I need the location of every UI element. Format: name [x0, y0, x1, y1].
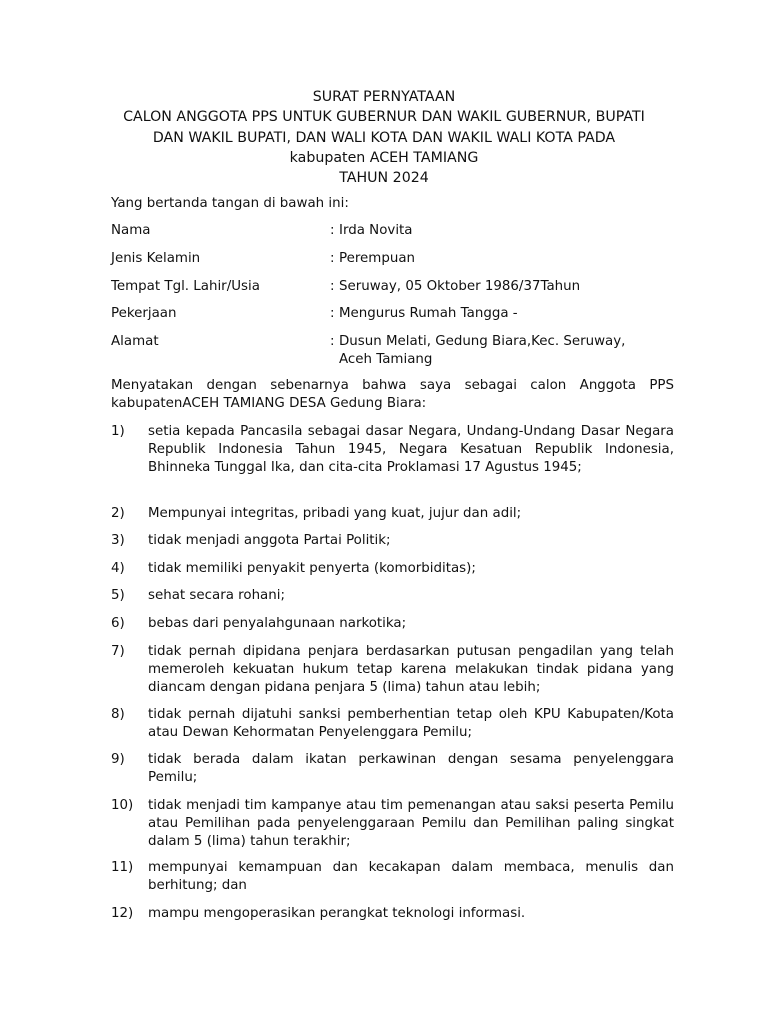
list-item-number: 9) [111, 752, 125, 767]
field-label: Jenis Kelamin [111, 251, 201, 266]
list-item-text: tidak pernah dijatuhi sanksi pemberhentian tetap oleh KPU Kabupaten/Kota atau Dewan Kehormatan Penyelenggara Pemilu; [148, 707, 674, 740]
list-item-text: mempunyai kemampuan dan kecakapan dalam membaca, menulis dan berhitung; dan [148, 860, 674, 893]
field-label: Tempat Tgl. Lahir/Usia [111, 279, 260, 294]
list-item-number: 5) [111, 588, 125, 603]
list-item-text: mampu mengoperasikan perangkat teknologi informasi. [148, 906, 526, 921]
field-value [330, 250, 660, 268]
title-line: CALON ANGGOTA PPS UNTUK GUBERNUR DAN WAKIL GUBERNUR, BUPATI [123, 109, 645, 126]
field-colon: : [330, 279, 335, 294]
list-item-text: Mempunyai integritas, pribadi yang kuat, jujur dan adil; [148, 506, 522, 521]
list-item-text: tidak berada dalam ikatan perkawinan dengan sesama penyelenggara Pemilu; [148, 752, 674, 785]
field-value-text: Perempuan [339, 251, 416, 266]
intro-text: Yang bertanda tangan di bawah ini: [111, 196, 349, 211]
list-item-number: 8) [111, 707, 125, 722]
list-item-number: 1) [111, 424, 125, 439]
field-value-text: Mengurus Rumah Tangga - [339, 306, 518, 321]
list-item-number: 7) [111, 644, 125, 659]
field-value-text: Dusun Melati, Gedung Biara,Kec. Seruway, [339, 334, 626, 349]
list-item-number: 4) [111, 561, 125, 576]
field-label: Alamat [111, 334, 159, 349]
field-colon: : [330, 223, 335, 238]
list-item-number: 2) [111, 506, 125, 521]
list-item-number: 6) [111, 616, 125, 631]
field-value-continuation: Aceh Tamiang [339, 351, 433, 367]
list-item-text: tidak pernah dipidana penjara berdasarkan putusan pengadilan yang telah memeroleh kekuatan hukum tetap karena melakukan tindak pidana yang diancam dengan pidana penjara 5 (lima) tahun atau lebih; [148, 644, 674, 695]
document-title [60, 87, 708, 188]
field-colon: : [330, 306, 335, 321]
field-label: Pekerjaan [111, 306, 177, 321]
field-value [330, 222, 660, 240]
title-line: DAN WAKIL BUPATI, DAN WALI KOTA DAN WAKIL WALI KOTA PADA [152, 129, 616, 146]
field-value-text: Seruway, 05 Oktober 1986/37Tahun [339, 279, 581, 294]
field-value [330, 278, 660, 296]
title-line: TAHUN 2024 [339, 170, 429, 187]
list-item-number: 10) [111, 798, 134, 813]
field-label: Nama [111, 223, 151, 238]
title-line: SURAT PERNYATAAN [312, 89, 456, 105]
list-item-text: setia kepada Pancasila sebagai dasar Negara, Undang-Undang Dasar Negara Republik Indonesia Tahun 1945, Negara Kesatuan Republik Indonesia, Bhinneka Tunggal Ika, dan cita-cita Proklamasi 17 Agustus 1945; [148, 424, 674, 475]
list-item-number: 12) [111, 906, 134, 921]
list-item-text: tidak menjadi anggota Partai Politik; [148, 533, 391, 548]
field-value-text: Irda Novita [339, 223, 413, 238]
list-item-number: 11) [111, 860, 134, 875]
statement-paragraph [111, 377, 674, 412]
field-colon: : [330, 251, 335, 266]
list-item-text: tidak menjadi tim kampanye atau tim pemenangan atau saksi peserta Pemilu atau Pemilihan pada penyelenggaraan Pemilu dan Pemilihan paling singkat dalam 5 (lima) tahun terakhir; [148, 798, 674, 849]
list-item-number: 3) [111, 533, 125, 548]
list-item-text: bebas dari penyalahgunaan narkotika; [148, 616, 407, 631]
title-line: kabupaten ACEH TAMIANG [289, 149, 479, 166]
field-value [330, 333, 660, 368]
field-colon: : [330, 334, 335, 349]
field-value [330, 305, 660, 323]
list-item-text: tidak memiliki penyakit penyerta (komorbiditas); [148, 561, 476, 576]
list-item-text: sehat secara rohani; [148, 588, 285, 603]
statement-line: kabupatenACEH TAMIANG DESA Gedung Biara: [111, 395, 427, 411]
statement-line: Menyatakan dengan sebenarnya bahwa saya sebagai calon Anggota PPS [111, 378, 674, 393]
